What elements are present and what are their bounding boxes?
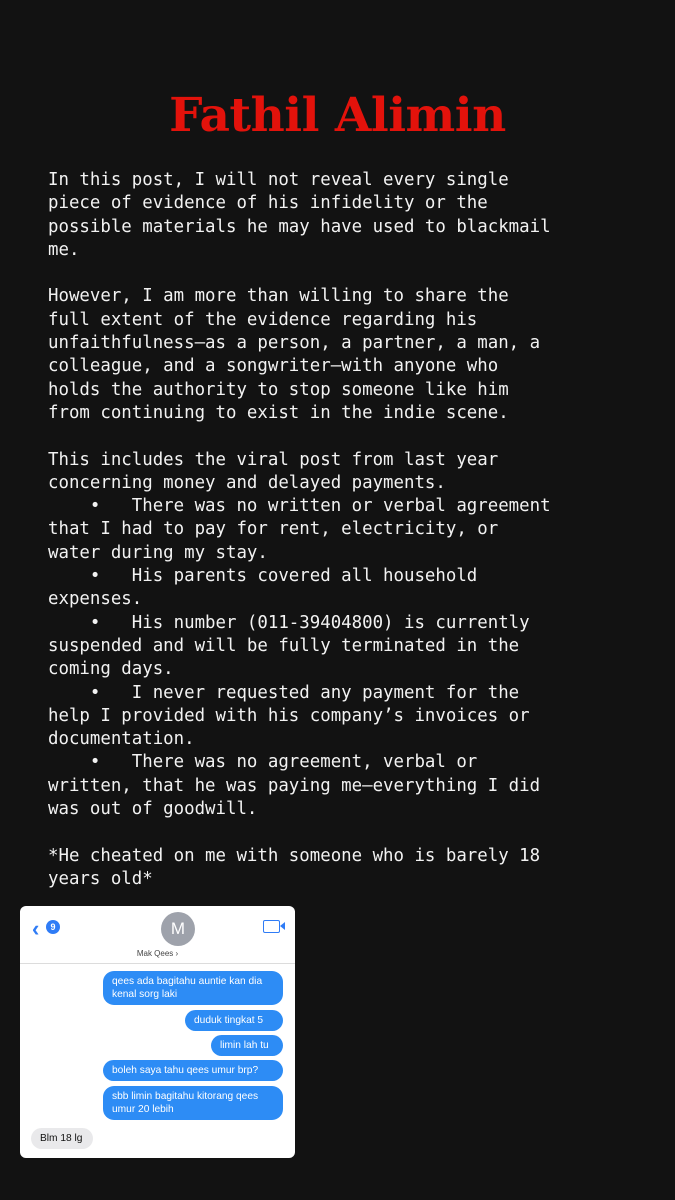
post-body-line: piece of evidence of his infidelity or the [48, 193, 488, 214]
post-body-line: holds the authority to stop someone like him [48, 379, 509, 400]
message-bubble [103, 1060, 283, 1081]
message-text: Blm 18 lg [40, 1133, 83, 1144]
message-bubble [31, 1128, 93, 1149]
post-body-line: concerning money and delayed payments. [48, 472, 446, 493]
message-text: boleh saya tahu qees umur brp? [112, 1065, 259, 1076]
message-text: limin lah tu [220, 1040, 269, 1051]
post-body-line: • There was no agreement, verbal or [48, 752, 478, 773]
post-body-line: possible materials he may have used to blackmail [48, 216, 551, 237]
message-text: sbb limin bagitahu kitorang qees [112, 1091, 259, 1102]
post-body-line: written, that he was paying me—everything I did [48, 775, 541, 796]
post-body-line: expenses. [48, 589, 143, 610]
contact-avatar: M [161, 912, 195, 946]
post-body-line: years old* [48, 868, 153, 889]
post-body-line: • I never requested any payment for the [48, 682, 520, 703]
post-body-line: unfaithfulness—as a person, a partner, a man, a [48, 333, 541, 354]
post-body-line: water during my stay. [48, 542, 268, 563]
post-body-line: This includes the viral post from last year [48, 449, 499, 470]
video-camera-icon [263, 920, 280, 933]
message-text: qees ada bagitahu auntie kan dia [112, 976, 263, 987]
message-bubble [185, 1010, 283, 1031]
post-body-line: In this post, I will not reveal every single [48, 170, 509, 190]
post-body-line: that I had to pay for rent, electricity, or [48, 519, 499, 540]
post-body-line: • There was no written or verbal agreement [48, 496, 551, 517]
post-body-line [48, 425, 648, 448]
post-body-line: coming days. [48, 659, 174, 680]
header-divider [20, 963, 295, 964]
message-text: kenal sorg laki [112, 989, 178, 1000]
post-body-line: was out of goodwill. [48, 799, 258, 820]
back-chevron-icon: ‹ [32, 916, 40, 941]
post-body-line: *He cheated on me with someone who is barely 18 [48, 845, 541, 866]
post-body-line [48, 821, 648, 844]
unread-badge: 9 [46, 920, 60, 934]
post-body-line [48, 262, 648, 285]
message-text: duduk tingkat 5 [194, 1015, 264, 1026]
post-body-line: suspended and will be fully terminated in the [48, 635, 520, 656]
message-bubble [211, 1035, 283, 1056]
post-body-line: • His parents covered all household [48, 566, 478, 587]
post-body [48, 169, 648, 891]
message-bubble [103, 1086, 283, 1120]
post-body-line: from continuing to exist in the indie scene. [48, 402, 509, 423]
post-body-line: me. [48, 239, 80, 260]
post-body-line: help I provided with his company’s invoices or [48, 705, 530, 726]
post-body-line: full extent of the evidence regarding his [48, 309, 478, 330]
post-body-line: documentation. [48, 729, 195, 750]
chat-screenshot [20, 906, 295, 1158]
post-title: Fathil Alimin [169, 88, 506, 143]
post-body-line: • His number (011-39404800) is currently [48, 612, 530, 633]
message-text: umur 20 lebih [112, 1104, 174, 1115]
message-bubble [103, 971, 283, 1005]
post-body-line: However, I am more than willing to share the [48, 286, 509, 307]
post-body-line: colleague, and a songwriter—with anyone who [48, 356, 499, 377]
contact-name: Mak Qees › [136, 949, 179, 958]
